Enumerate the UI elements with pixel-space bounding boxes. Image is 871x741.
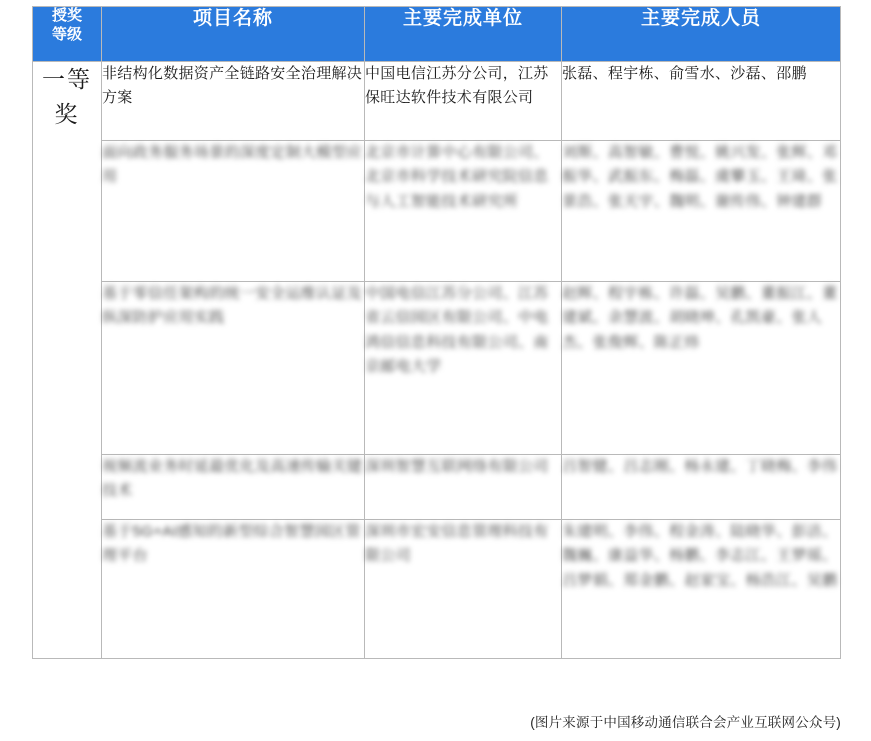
unit-cell: 深圳市宏安信息管理科技有限公司 [365,520,562,659]
unit-cell: 深圳智慧互联网络有限公司 [365,455,562,520]
image-source-caption: (图片来源于中国移动通信联合会产业互联网公众号) [530,715,841,730]
column-header-level-line1: 授奖 [51,7,82,24]
column-header-level [33,7,102,62]
column-header-unit: 主要完成单位 [365,7,562,62]
unit-cell: 北京市计算中心有限公司、北京市科学技术研究院信息与人工智能技术研究所 [365,141,562,282]
table-header-row [33,7,841,62]
unit-cell: 中国电信江苏分公司，江苏保旺达软件技术有限公司 [365,62,562,141]
people-cell: 张磊、程宇栋、俞雪水、沙磊、邵鹏 [562,62,841,141]
table-row [33,455,841,520]
people-cell: 刘斯、高智敏、曹悦、姚兴发、张辉、邓振华、武振东、梅磊、虞攀玉、王琦、张景浩、张天宇、魏明、谢传伟、钟建群 [562,141,841,282]
table-row [33,141,841,282]
table-row [33,282,841,455]
column-header-level-line2: 等级 [51,25,82,43]
project-name-cell: 基于5G+AI感知的新型综合智慧园区管理平台 [102,520,365,659]
column-header-project: 项目名称 [102,7,365,62]
column-header-people: 主要完成人员 [562,7,841,62]
project-name-cell: 基于零信任架构的统一安全运维认证及纵深防护应用实践 [102,282,365,455]
award-level-cell: 一等奖 [33,62,102,659]
table-row [33,62,841,141]
award-table [32,6,841,659]
project-name-cell: 视频流业务时延最优化及高速传输关键技术 [102,455,365,520]
project-name-cell: 非结构化数据资产全链路安全治理解决方案 [102,62,365,141]
table-header [33,7,841,62]
people-cell: 赵辉、程宇栋、许磊、吴鹏、董振江、董建斌、余慧波、胡晓坤、孔凯豪、张人杰、张俊辉、陈正炜 [562,282,841,455]
project-name-cell: 面向政务服务场景的深度定制大模型应用 [102,141,365,282]
people-cell: 朱建明、李伟、程金涛、陆晓华、彭洁、魏巍、康益华、杨鹏、李志江、王梦瑶、吕梦娟、郑金鹏、赵家宝、杨浩江、吴鹏 [562,520,841,659]
table-row [33,520,841,659]
people-cell: 吕智健、吕志刚、杨永建、丁晓梅、李伟 [562,455,841,520]
table-body [33,62,841,659]
unit-cell: 中国电信江苏分公司、江苏省云信园区有限公司、中电鸿信信息科技有限公司、南京邮电大学 [365,282,562,455]
